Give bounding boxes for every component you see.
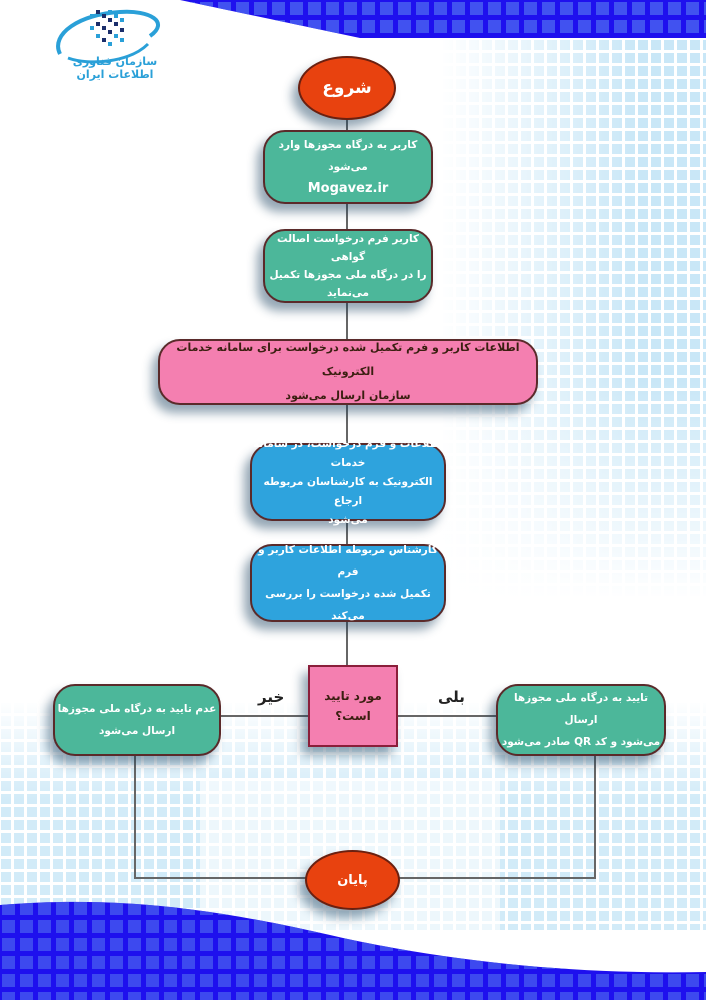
decision-line2: است؟ <box>335 709 371 723</box>
end-label: پایان <box>337 872 368 888</box>
step2-line3: می‌نماید <box>326 287 370 299</box>
decision-line1: مورد تایید <box>324 689 382 703</box>
step1-url: Mogavez.ir <box>307 181 389 196</box>
step-expert-review <box>250 544 446 622</box>
step3-line2: سازمان ارسال می‌شود <box>285 389 411 402</box>
step4-line2: الکترونیک به کارشناسان مربوطه ارجاع <box>263 475 433 507</box>
step-send-to-eservices <box>158 339 538 405</box>
step3-line1: اطلاعات کاربر و فرم تکمیل شده درخواست برای سامانه خدمات الکترونیک <box>176 341 520 378</box>
edge-label-yes: بلی <box>438 688 465 706</box>
step4-line3: می‌شود <box>328 513 368 526</box>
end-node <box>305 850 400 910</box>
step5-line2: تکمیل شده درخواست را بررسی می‌کند <box>265 588 431 622</box>
step5-line1: کارشناس مربوطه اطلاعات کاربر و فرم <box>258 544 438 578</box>
approved-line2: می‌شود و کد QR صادر می‌شود <box>501 736 661 748</box>
rejected-line1: عدم تایید به درگاه ملی مجوزها <box>57 703 217 715</box>
start-label: شروع <box>322 78 372 98</box>
step2-line2: را در درگاه ملی مجوزها تکمیل <box>269 269 427 281</box>
approved-line1: تایید به درگاه ملی مجوزها ارسال <box>513 692 649 726</box>
step-fill-form <box>263 229 433 303</box>
step1-line1: کاربر به درگاه مجوزها وارد می‌شود <box>278 139 418 173</box>
organization-name: سازمان فناوری اطلاعات ایران <box>72 55 158 81</box>
edge-label-no: خیر <box>258 688 285 706</box>
rejected-line2: ارسال می‌شود <box>98 725 176 737</box>
decision-approved <box>308 665 398 747</box>
step-rejected <box>53 684 221 756</box>
start-node <box>298 56 396 120</box>
step4-line1: اطلاعات و فرم درخواست، در سامانه خدمات <box>252 437 444 469</box>
step2-line1: کاربر فرم درخواست اصالت گواهی <box>276 233 419 263</box>
step-approved-qr <box>496 684 666 756</box>
step-enter-portal <box>263 130 433 204</box>
step-refer-to-experts <box>250 437 446 526</box>
